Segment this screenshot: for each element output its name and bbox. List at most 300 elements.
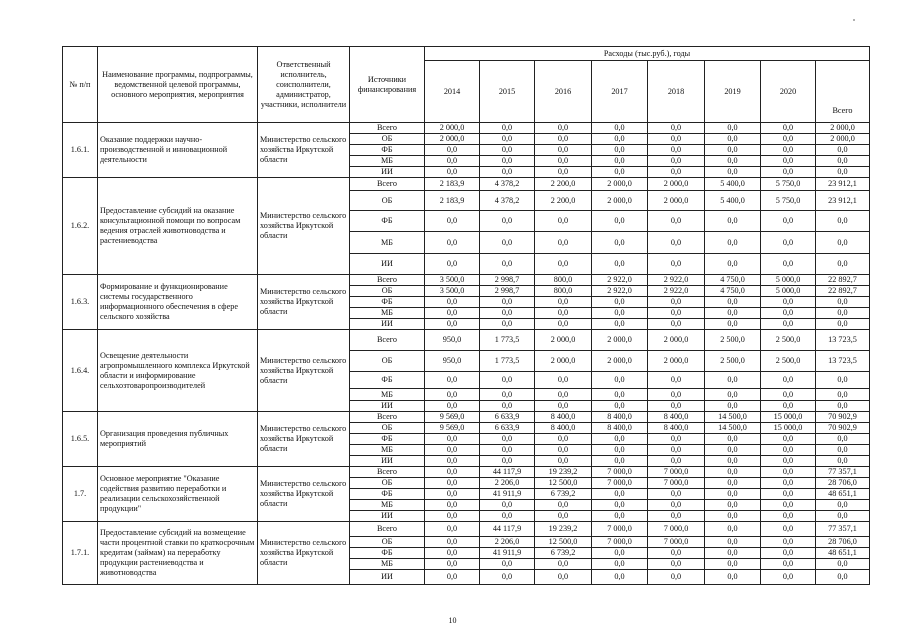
year-value-cell: 0,0 bbox=[761, 319, 816, 330]
year-value-cell: 0,0 bbox=[705, 156, 761, 167]
funding-source: ОБ bbox=[350, 191, 425, 211]
year-value-cell: 14 500,0 bbox=[705, 412, 761, 423]
year-value-cell: 0,0 bbox=[535, 389, 592, 401]
year-value-cell: 0,0 bbox=[648, 434, 705, 445]
year-value-cell: 5 750,0 bbox=[761, 191, 816, 211]
year-value-cell: 0,0 bbox=[705, 134, 761, 145]
year-value-cell: 3 500,0 bbox=[425, 286, 480, 297]
funding-source: Всего bbox=[350, 330, 425, 351]
year-value-cell: 6 633,9 bbox=[480, 412, 535, 423]
year-value-cell: 0,0 bbox=[761, 372, 816, 389]
year-value-cell: 0,0 bbox=[592, 211, 648, 232]
year-value-cell: 0,0 bbox=[480, 500, 535, 511]
year-value-cell: 0,0 bbox=[648, 254, 705, 275]
year-value-cell: 9 569,0 bbox=[425, 412, 480, 423]
year-value-cell: 7 000,0 bbox=[592, 522, 648, 537]
year-value-cell: 0,0 bbox=[425, 434, 480, 445]
total-cell: 23 912,1 bbox=[816, 191, 870, 211]
year-value-cell: 0,0 bbox=[480, 145, 535, 156]
year-value-cell: 0,0 bbox=[592, 145, 648, 156]
year-value-cell: 0,0 bbox=[535, 297, 592, 308]
year-value-cell: 8 400,0 bbox=[648, 423, 705, 434]
year-value-cell: 0,0 bbox=[480, 445, 535, 456]
year-value-cell: 0,0 bbox=[425, 445, 480, 456]
year-value-cell: 0,0 bbox=[592, 445, 648, 456]
funding-source: Всего bbox=[350, 123, 425, 134]
funding-source: ФБ bbox=[350, 489, 425, 500]
year-value-cell: 44 117,9 bbox=[480, 522, 535, 537]
funding-source: МБ bbox=[350, 156, 425, 167]
year-value-cell: 0,0 bbox=[480, 167, 535, 178]
funding-source: ОБ bbox=[350, 351, 425, 372]
year-value-cell: 9 569,0 bbox=[425, 423, 480, 434]
col-header-year: 2018 bbox=[648, 61, 705, 123]
year-value-cell: 7 000,0 bbox=[592, 467, 648, 478]
year-value-cell: 0,0 bbox=[480, 123, 535, 134]
year-value-cell: 6 633,9 bbox=[480, 423, 535, 434]
scan-speck bbox=[853, 19, 855, 21]
total-cell: 13 723,5 bbox=[816, 330, 870, 351]
year-value-cell: 0,0 bbox=[705, 537, 761, 548]
table-row bbox=[63, 178, 870, 191]
year-value-cell: 0,0 bbox=[648, 456, 705, 467]
year-value-cell: 0,0 bbox=[480, 389, 535, 401]
year-value-cell: 0,0 bbox=[592, 297, 648, 308]
year-value-cell: 0,0 bbox=[705, 548, 761, 559]
table-row bbox=[63, 330, 870, 351]
year-value-cell: 5 400,0 bbox=[705, 178, 761, 191]
year-value-cell: 0,0 bbox=[425, 211, 480, 232]
year-value-cell: 7 000,0 bbox=[648, 522, 705, 537]
year-value-cell: 0,0 bbox=[648, 489, 705, 500]
year-value-cell: 8 400,0 bbox=[535, 412, 592, 423]
year-value-cell: 2 000,0 bbox=[592, 351, 648, 372]
year-value-cell: 0,0 bbox=[648, 297, 705, 308]
total-cell: 0,0 bbox=[816, 401, 870, 412]
year-value-cell: 2 500,0 bbox=[761, 351, 816, 372]
year-value-cell: 0,0 bbox=[761, 389, 816, 401]
year-value-cell: 0,0 bbox=[535, 434, 592, 445]
year-value-cell: 0,0 bbox=[761, 401, 816, 412]
year-value-cell: 0,0 bbox=[705, 467, 761, 478]
year-value-cell: 44 117,9 bbox=[480, 467, 535, 478]
year-value-cell: 0,0 bbox=[592, 232, 648, 254]
year-value-cell: 0,0 bbox=[480, 297, 535, 308]
year-value-cell: 0,0 bbox=[535, 211, 592, 232]
year-value-cell: 2 200,0 bbox=[535, 178, 592, 191]
year-value-cell: 4 378,2 bbox=[480, 191, 535, 211]
total-cell: 48 651,1 bbox=[816, 548, 870, 559]
year-value-cell: 0,0 bbox=[648, 123, 705, 134]
item-responsible: Министерство сельского хозяйства Иркутской области bbox=[258, 123, 350, 178]
year-value-cell: 2 998,7 bbox=[480, 275, 535, 286]
total-cell: 0,0 bbox=[816, 511, 870, 522]
year-value-cell: 0,0 bbox=[761, 489, 816, 500]
year-value-cell: 0,0 bbox=[425, 167, 480, 178]
year-value-cell: 2 000,0 bbox=[535, 351, 592, 372]
year-value-cell: 0,0 bbox=[480, 570, 535, 585]
year-value-cell: 5 750,0 bbox=[761, 178, 816, 191]
item-name: Освещение деятельности агропромышленного комплекса Иркутской области и информирование сельхозтоваропроизводителей bbox=[98, 330, 258, 412]
year-value-cell: 2 922,0 bbox=[648, 275, 705, 286]
year-value-cell: 0,0 bbox=[535, 167, 592, 178]
year-value-cell: 0,0 bbox=[648, 401, 705, 412]
total-cell: 0,0 bbox=[816, 456, 870, 467]
year-value-cell: 15 000,0 bbox=[761, 423, 816, 434]
col-header-year: 2016 bbox=[535, 61, 592, 123]
funding-source: ОБ bbox=[350, 478, 425, 489]
year-value-cell: 0,0 bbox=[648, 308, 705, 319]
year-value-cell: 6 739,2 bbox=[535, 489, 592, 500]
year-value-cell: 0,0 bbox=[592, 489, 648, 500]
total-cell: 0,0 bbox=[816, 211, 870, 232]
year-value-cell: 0,0 bbox=[425, 467, 480, 478]
year-value-cell: 8 400,0 bbox=[592, 412, 648, 423]
year-value-cell: 0,0 bbox=[480, 156, 535, 167]
year-value-cell: 0,0 bbox=[480, 134, 535, 145]
col-header-year: 2020 bbox=[761, 61, 816, 123]
col-header-year: 2014 bbox=[425, 61, 480, 123]
item-code: 1.6.4. bbox=[63, 330, 98, 412]
year-value-cell: 2 000,0 bbox=[425, 123, 480, 134]
table-header bbox=[63, 47, 870, 123]
total-cell: 0,0 bbox=[816, 389, 870, 401]
year-value-cell: 0,0 bbox=[535, 232, 592, 254]
year-value-cell: 0,0 bbox=[535, 254, 592, 275]
year-value-cell: 1 773,5 bbox=[480, 330, 535, 351]
year-value-cell: 0,0 bbox=[705, 511, 761, 522]
total-cell: 70 902,9 bbox=[816, 412, 870, 423]
year-value-cell: 0,0 bbox=[425, 548, 480, 559]
table-row bbox=[63, 275, 870, 286]
table-row bbox=[63, 412, 870, 423]
year-value-cell: 0,0 bbox=[761, 232, 816, 254]
year-value-cell: 0,0 bbox=[592, 372, 648, 389]
total-cell: 0,0 bbox=[816, 156, 870, 167]
year-value-cell: 0,0 bbox=[761, 456, 816, 467]
year-value-cell: 0,0 bbox=[761, 467, 816, 478]
funding-source: ИИ bbox=[350, 167, 425, 178]
year-value-cell: 0,0 bbox=[648, 319, 705, 330]
funding-source: Всего bbox=[350, 178, 425, 191]
year-value-cell: 0,0 bbox=[425, 308, 480, 319]
total-cell: 0,0 bbox=[816, 570, 870, 585]
col-header-year: 2015 bbox=[480, 61, 535, 123]
year-value-cell: 2 000,0 bbox=[648, 191, 705, 211]
total-cell: 0,0 bbox=[816, 232, 870, 254]
year-value-cell: 7 000,0 bbox=[648, 478, 705, 489]
year-value-cell: 0,0 bbox=[425, 297, 480, 308]
year-value-cell: 0,0 bbox=[425, 319, 480, 330]
year-value-cell: 0,0 bbox=[761, 445, 816, 456]
year-value-cell: 0,0 bbox=[592, 401, 648, 412]
year-value-cell: 0,0 bbox=[705, 500, 761, 511]
funding-source: ФБ bbox=[350, 548, 425, 559]
funding-source: ОБ bbox=[350, 286, 425, 297]
year-value-cell: 0,0 bbox=[705, 559, 761, 570]
total-cell: 70 902,9 bbox=[816, 423, 870, 434]
funding-source: Всего bbox=[350, 522, 425, 537]
year-value-cell: 0,0 bbox=[592, 319, 648, 330]
col-header-year: 2019 bbox=[705, 61, 761, 123]
year-value-cell: 0,0 bbox=[480, 511, 535, 522]
year-value-cell: 0,0 bbox=[705, 232, 761, 254]
year-value-cell: 0,0 bbox=[761, 297, 816, 308]
year-value-cell: 0,0 bbox=[425, 559, 480, 570]
year-value-cell: 12 500,0 bbox=[535, 537, 592, 548]
funding-source: Всего bbox=[350, 467, 425, 478]
year-value-cell: 0,0 bbox=[648, 134, 705, 145]
year-value-cell: 0,0 bbox=[648, 548, 705, 559]
total-cell: 77 357,1 bbox=[816, 467, 870, 478]
year-value-cell: 0,0 bbox=[535, 445, 592, 456]
funding-source: ФБ bbox=[350, 211, 425, 232]
year-value-cell: 0,0 bbox=[761, 500, 816, 511]
year-value-cell: 0,0 bbox=[535, 511, 592, 522]
year-value-cell: 2 000,0 bbox=[425, 134, 480, 145]
year-value-cell: 2 000,0 bbox=[535, 330, 592, 351]
year-value-cell: 5 000,0 bbox=[761, 275, 816, 286]
year-value-cell: 0,0 bbox=[761, 211, 816, 232]
year-value-cell: 0,0 bbox=[648, 145, 705, 156]
year-value-cell: 8 400,0 bbox=[592, 423, 648, 434]
year-value-cell: 0,0 bbox=[425, 145, 480, 156]
year-value-cell: 0,0 bbox=[425, 500, 480, 511]
funding-source: ИИ bbox=[350, 401, 425, 412]
year-value-cell: 0,0 bbox=[705, 254, 761, 275]
funding-source: ОБ bbox=[350, 134, 425, 145]
total-cell: 0,0 bbox=[816, 434, 870, 445]
year-value-cell: 0,0 bbox=[425, 156, 480, 167]
year-value-cell: 0,0 bbox=[761, 145, 816, 156]
year-value-cell: 0,0 bbox=[705, 456, 761, 467]
year-value-cell: 0,0 bbox=[761, 548, 816, 559]
year-value-cell: 14 500,0 bbox=[705, 423, 761, 434]
year-value-cell: 0,0 bbox=[425, 401, 480, 412]
total-cell: 0,0 bbox=[816, 319, 870, 330]
year-value-cell: 0,0 bbox=[705, 145, 761, 156]
year-value-cell: 7 000,0 bbox=[648, 537, 705, 548]
year-value-cell: 0,0 bbox=[592, 456, 648, 467]
funding-source: МБ bbox=[350, 308, 425, 319]
year-value-cell: 0,0 bbox=[761, 254, 816, 275]
year-value-cell: 0,0 bbox=[648, 211, 705, 232]
item-code: 1.7.1. bbox=[63, 522, 98, 585]
total-cell: 22 892,7 bbox=[816, 275, 870, 286]
table-row bbox=[63, 522, 870, 537]
item-code: 1.6.5. bbox=[63, 412, 98, 467]
year-value-cell: 0,0 bbox=[761, 478, 816, 489]
year-value-cell: 0,0 bbox=[425, 254, 480, 275]
col-header-sources: Источники финансирования bbox=[350, 47, 425, 123]
total-cell: 22 892,7 bbox=[816, 286, 870, 297]
year-value-cell: 0,0 bbox=[761, 308, 816, 319]
item-code: 1.6.1. bbox=[63, 123, 98, 178]
year-value-cell: 0,0 bbox=[705, 478, 761, 489]
year-value-cell: 0,0 bbox=[761, 434, 816, 445]
year-value-cell: 0,0 bbox=[535, 372, 592, 389]
funding-source: МБ bbox=[350, 500, 425, 511]
year-value-cell: 0,0 bbox=[425, 511, 480, 522]
item-name: Оказание поддержки научно-производственной и инновационной деятельности bbox=[98, 123, 258, 178]
year-value-cell: 0,0 bbox=[648, 372, 705, 389]
year-value-cell: 0,0 bbox=[705, 372, 761, 389]
year-value-cell: 41 911,9 bbox=[480, 548, 535, 559]
year-value-cell: 0,0 bbox=[535, 319, 592, 330]
year-value-cell: 0,0 bbox=[480, 401, 535, 412]
year-value-cell: 0,0 bbox=[480, 456, 535, 467]
total-cell: 0,0 bbox=[816, 372, 870, 389]
year-value-cell: 2 183,9 bbox=[425, 178, 480, 191]
year-value-cell: 19 239,2 bbox=[535, 522, 592, 537]
year-value-cell: 0,0 bbox=[480, 254, 535, 275]
item-name: Основное мероприятие "Оказание содействия развитию переработки и реализации сельскохозяйственной продукции" bbox=[98, 467, 258, 522]
year-value-cell: 2 500,0 bbox=[705, 351, 761, 372]
item-responsible: Министерство сельского хозяйства Иркутской области bbox=[258, 522, 350, 585]
year-value-cell: 0,0 bbox=[592, 308, 648, 319]
year-value-cell: 19 239,2 bbox=[535, 467, 592, 478]
year-value-cell: 2 000,0 bbox=[648, 330, 705, 351]
total-cell: 0,0 bbox=[816, 500, 870, 511]
year-value-cell: 0,0 bbox=[592, 570, 648, 585]
year-value-cell: 6 739,2 bbox=[535, 548, 592, 559]
total-cell: 48 651,1 bbox=[816, 489, 870, 500]
year-value-cell: 0,0 bbox=[705, 167, 761, 178]
year-value-cell: 2 206,0 bbox=[480, 478, 535, 489]
year-value-cell: 0,0 bbox=[480, 559, 535, 570]
year-value-cell: 0,0 bbox=[705, 389, 761, 401]
year-value-cell: 0,0 bbox=[705, 434, 761, 445]
item-code: 1.6.3. bbox=[63, 275, 98, 330]
year-value-cell: 0,0 bbox=[705, 319, 761, 330]
year-value-cell: 7 000,0 bbox=[592, 478, 648, 489]
year-value-cell: 0,0 bbox=[480, 434, 535, 445]
year-value-cell: 950,0 bbox=[425, 330, 480, 351]
col-header-expenses: Расходы (тыс.руб.), годы bbox=[425, 47, 870, 61]
col-header-name: Наименование программы, подпрограммы, ведомственной целевой программы, основного мероприятия, мероприятия bbox=[98, 47, 258, 123]
year-value-cell: 2 922,0 bbox=[592, 275, 648, 286]
table-row bbox=[63, 123, 870, 134]
year-value-cell: 0,0 bbox=[592, 134, 648, 145]
year-value-cell: 0,0 bbox=[480, 372, 535, 389]
col-header-total: Всего bbox=[816, 61, 870, 123]
year-value-cell: 2 200,0 bbox=[535, 191, 592, 211]
item-name: Предоставление субсидий на возмещение части процентной ставки по краткосрочным кредитам (займам) на переработку продукции растениеводства и животноводства bbox=[98, 522, 258, 585]
year-value-cell: 0,0 bbox=[425, 372, 480, 389]
total-cell: 0,0 bbox=[816, 297, 870, 308]
year-value-cell: 0,0 bbox=[648, 232, 705, 254]
year-value-cell: 0,0 bbox=[648, 511, 705, 522]
year-value-cell: 0,0 bbox=[425, 489, 480, 500]
year-value-cell: 2 000,0 bbox=[648, 178, 705, 191]
item-responsible: Министерство сельского хозяйства Иркутской области bbox=[258, 275, 350, 330]
year-value-cell: 0,0 bbox=[705, 297, 761, 308]
funding-source: ИИ bbox=[350, 319, 425, 330]
year-value-cell: 0,0 bbox=[425, 456, 480, 467]
year-value-cell: 0,0 bbox=[592, 156, 648, 167]
year-value-cell: 800,0 bbox=[535, 275, 592, 286]
total-cell: 0,0 bbox=[816, 445, 870, 456]
year-value-cell: 0,0 bbox=[761, 156, 816, 167]
year-value-cell: 5 000,0 bbox=[761, 286, 816, 297]
funding-source: ИИ bbox=[350, 570, 425, 585]
year-value-cell: 41 911,9 bbox=[480, 489, 535, 500]
item-name: Предоставление субсидий на оказание консультационной помощи по вопросам ведения отраслей животноводства и растениеводства bbox=[98, 178, 258, 275]
year-value-cell: 0,0 bbox=[535, 156, 592, 167]
year-value-cell: 0,0 bbox=[761, 570, 816, 585]
table-row bbox=[63, 467, 870, 478]
year-value-cell: 0,0 bbox=[705, 570, 761, 585]
year-value-cell: 0,0 bbox=[761, 537, 816, 548]
funding-source: МБ bbox=[350, 559, 425, 570]
year-value-cell: 0,0 bbox=[648, 500, 705, 511]
year-value-cell: 0,0 bbox=[592, 511, 648, 522]
year-value-cell: 0,0 bbox=[480, 232, 535, 254]
funding-source: МБ bbox=[350, 445, 425, 456]
year-value-cell: 4 750,0 bbox=[705, 275, 761, 286]
year-value-cell: 0,0 bbox=[535, 570, 592, 585]
year-value-cell: 8 400,0 bbox=[648, 412, 705, 423]
year-value-cell: 0,0 bbox=[648, 389, 705, 401]
year-value-cell: 0,0 bbox=[592, 123, 648, 134]
year-value-cell: 2 000,0 bbox=[592, 330, 648, 351]
funding-source: Всего bbox=[350, 275, 425, 286]
year-value-cell: 0,0 bbox=[535, 145, 592, 156]
funding-source: ОБ bbox=[350, 537, 425, 548]
year-value-cell: 0,0 bbox=[480, 308, 535, 319]
year-value-cell: 0,0 bbox=[592, 167, 648, 178]
year-value-cell: 0,0 bbox=[761, 123, 816, 134]
year-value-cell: 2 183,9 bbox=[425, 191, 480, 211]
year-value-cell: 0,0 bbox=[535, 401, 592, 412]
total-cell: 77 357,1 bbox=[816, 522, 870, 537]
year-value-cell: 0,0 bbox=[761, 511, 816, 522]
year-value-cell: 0,0 bbox=[592, 434, 648, 445]
year-value-cell: 15 000,0 bbox=[761, 412, 816, 423]
year-value-cell: 0,0 bbox=[761, 134, 816, 145]
year-value-cell: 0,0 bbox=[425, 537, 480, 548]
funding-source: ФБ bbox=[350, 372, 425, 389]
total-cell: 0,0 bbox=[816, 145, 870, 156]
year-value-cell: 0,0 bbox=[425, 232, 480, 254]
year-value-cell: 0,0 bbox=[705, 308, 761, 319]
year-value-cell: 0,0 bbox=[535, 559, 592, 570]
year-value-cell: 0,0 bbox=[535, 134, 592, 145]
year-value-cell: 1 773,5 bbox=[480, 351, 535, 372]
year-value-cell: 2 000,0 bbox=[592, 178, 648, 191]
year-value-cell: 0,0 bbox=[592, 500, 648, 511]
year-value-cell: 0,0 bbox=[425, 522, 480, 537]
table-body bbox=[63, 123, 870, 585]
year-value-cell: 0,0 bbox=[761, 559, 816, 570]
year-value-cell: 2 000,0 bbox=[592, 191, 648, 211]
year-value-cell: 0,0 bbox=[648, 570, 705, 585]
year-value-cell: 2 500,0 bbox=[761, 330, 816, 351]
total-cell: 0,0 bbox=[816, 559, 870, 570]
year-value-cell: 8 400,0 bbox=[535, 423, 592, 434]
year-value-cell: 5 400,0 bbox=[705, 191, 761, 211]
item-responsible: Министерство сельского хозяйства Иркутской области bbox=[258, 467, 350, 522]
funding-source: ОБ bbox=[350, 423, 425, 434]
year-value-cell: 0,0 bbox=[425, 389, 480, 401]
year-value-cell: 0,0 bbox=[648, 167, 705, 178]
col-header-responsible: Ответственный исполнитель, соисполнители, администратор, участники, исполнители bbox=[258, 47, 350, 123]
year-value-cell: 800,0 bbox=[535, 286, 592, 297]
item-code: 1.6.2. bbox=[63, 178, 98, 275]
col-header-year: 2017 bbox=[592, 61, 648, 123]
year-value-cell: 0,0 bbox=[480, 319, 535, 330]
year-value-cell: 0,0 bbox=[761, 522, 816, 537]
